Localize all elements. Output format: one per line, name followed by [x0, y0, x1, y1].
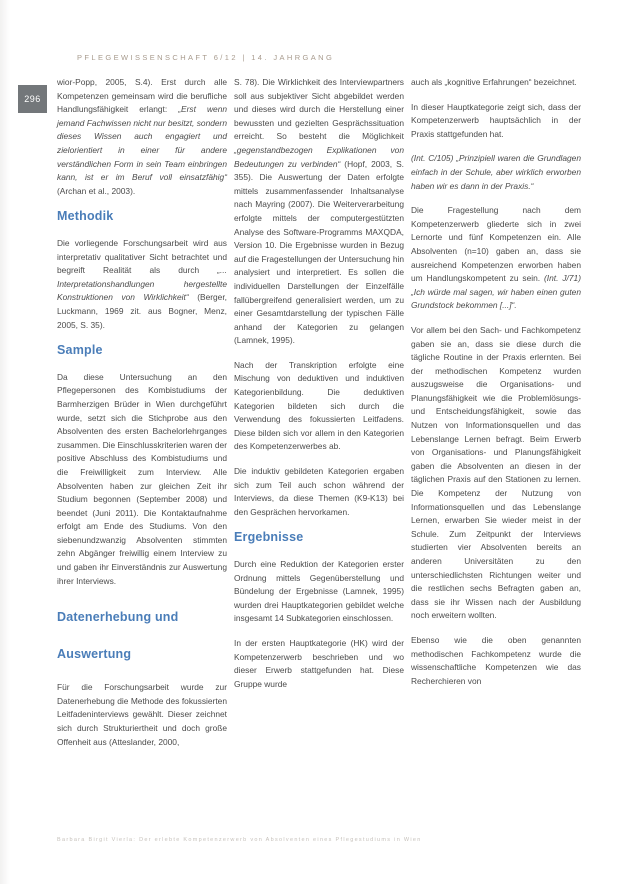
interview-quote: (Int. C/105) „Prinzipiell waren die Grundlagen einfach in der Schule, aber wirklich erworben haben wir es dann in der Praxis.“: [411, 153, 581, 191]
section-heading-ergebnisse: Ergebnisse: [234, 530, 304, 545]
article-body: [57, 76, 581, 760]
quote-text: „gegenstandbezogen Explikationen von Bedeutungen zu verbinden“: [234, 144, 404, 169]
text-run: Die Fragestellung nach dem Kompetenzerwerb gliederte sich in zwei Lernorte und fünf Kompetenzen ein. Alle Absolventen (n=10) gaben an, dass sie ausreichend Kompetenzen erworben haben um Handlungskompetent zu sein.: [411, 205, 581, 284]
page-number-badge: [18, 85, 47, 113]
citation-text: (Archan et al., 2003).: [57, 185, 136, 196]
paragraph: Da diese Untersuchung an den Pflegepersonen des Kombistudiums der Barmherzigen Brüder in Wien durchgeführt wurde, setzt sich die Stichprobe aus den Absolventen des ersten Bachelorlehrganges zusammen. Die Einschlusskriterien waren der positive Abschluss des Kombistudiums und die Freiwilligkeit zum Interview. Alle Absolventen haben zur gleichen Zeit ihr Studium begonnen (September 2008) und beendet (Juni 2011). Die Kontaktaufnahme erfolgt am Ende des Studiums. Von den siebenundzwanzig Absolventen stimmten zehn Abgänger freiwillig einem Interview zu und gaben ihr Einverständnis zur Auswertung ihrer Interviews.: [57, 371, 227, 586]
paragraph: In der ersten Hauptkategorie (HK) wird der Kompetenzerwerb beschrieben und wo dieser Erwerb stattgefunden hat. Diese Gruppe wurde: [234, 638, 404, 689]
paragraph: Für die Forschungsarbeit wurde zur Datenerhebung die Methode des fokussierten Leitfadeninterviews gewählt. Dieser zeichnet sich durch Strukturiertheit und doch große Offenheit aus (Atteslander, 2000,: [57, 682, 227, 747]
paragraph-continued: [234, 76, 404, 348]
section-heading-sample: Sample: [57, 343, 103, 358]
paragraph: Vor allem bei den Sach- und Fachkompetenz gaben sie an, dass sie diese durch die tägliche Routine in der Praxis erlernten. Bei der methodischen Kompetenz wurden auszugsweise die Organisations- und Planungsfähigkeit wie die Problemlösungs- und Entscheidungsfähigkeit, sowie das Nutzen von Informationsquellen und das Lebenslange Lernen befragt. Beim Erwerb von Organisations- und Planungsfähigkeit gaben die Absolventen an diesen in der täglichen Praxis auf den Stationen zu lernen. Die Kompetenz der Nutzung von Informationsquellen und das Lebenslange Lernen, erwarben Sie wieder meist in der Schule. Zum Zeitpunkt der Interviews studierten vier Absolventen bereits an anderen Universitäten zu den unterschiedlichsten Richtungen weiter und die restlichen sechs Befragten gaben an, dass sie ihr Wissen nach der Ausbildung noch erweitern wollten.: [411, 324, 581, 621]
paragraph: Nach der Transkription erfolgte eine Mischung von deduktiven und induktiven Kategorienbildung. Die deduktiven Kategorien bildeten sich durch die Verwendung des fokussierten Leitfadens. Diese bilden sich vor allem in den Kategorien des Kompetenzerwerbes ab.: [234, 359, 404, 452]
article-column-1: [57, 76, 227, 760]
article-column-3: [411, 76, 581, 699]
paragraph: Durch eine Reduktion der Kategorien erster Ordnung mittels Gegenüberstellung und Bündelung der Ergebnisse (Lamnek, 1995) wurden drei Hauptkategorien gebildet welche insgesamt 14 Subkategorien einschlossen.: [234, 559, 404, 624]
quote-text: „... Interpretationshandlungen hergestellte Konstruktionen von Wirklichkeit“: [57, 265, 227, 303]
text-run: S. 78). Die Wirklichkeit des Interviewpartners soll aus subjektiver Sicht abgebildet werden und dieses wird durch die Herstellung einer bewussten und gezielten Gesprächssituation erreicht. So besteht die Möglichkeit: [234, 77, 404, 142]
interview-quote: (Int. J/71) „Ich würde mal sagen, wir haben einen guten Grundstock bekommen [...]“.: [411, 273, 581, 311]
paragraph-continued: [57, 76, 227, 198]
section-heading-methodik: Methodik: [57, 209, 114, 224]
text-run: Die vorliegende Forschungsarbeit wird aus interpretativ qualitativer Sicht betrachtet und begreift Realität als durch: [57, 237, 227, 276]
section-heading-datenerhebung: Datenerhebung und Auswertung: [57, 610, 179, 662]
paragraph: Die induktiv gebildeten Kategorien ergaben sich zum Teil auch schon während der Interviews, da diese Themen (K9-K13) bei den Gesprächen hervorkamen.: [234, 466, 404, 517]
paragraph: Ebenso wie die oben genannten methodischen Fachkompetenz wurde die wissenschaftliche Kompetenzen wie das Recherchieren von: [411, 634, 581, 686]
text-run: wior-Popp, 2005, S.4). Erst durch alle Kompetenzen gemeinsam wird die berufliche Handlungsfähigkeit erlangt:: [57, 77, 227, 115]
scan-edge-shadow: [0, 0, 10, 884]
journal-header: PFLEGEWISSENSCHAFT 6/12 | 14. JAHRGANG: [77, 53, 335, 62]
running-footer: Barbara Birgit Vierla: Der erlebte Kompetenzerwerb von Absolventen eines Pflegestudiums in Wien: [57, 837, 422, 843]
paragraph-continued: auch als „kognitive Erfahrungen“ bezeichnet.: [411, 77, 577, 87]
article-column-2: [234, 76, 404, 702]
citation-text: (Berger, Luckmann, 1969 zit. aus Bogner, Menz, 2005, S. 35).: [57, 292, 227, 330]
page-number: 296: [24, 94, 41, 104]
paragraph: [57, 237, 227, 332]
quote-text: „Erst wenn jemand Fachwissen nicht nur besitzt, sondern dieses Wissen auch engagiert und zielorientiert in einer für andere verständlichen Form in sein Team einbringen kann, ist er im Beruf voll einsatzfähig“: [57, 104, 228, 183]
text-run: (Hopf, 2003, S. 355). Die Auswertung der Daten erfolgte mittels zusammenfassender Inhaltsanalyse nach Mayring (2007). Die Weiterverarbeitung erfolgte mittels der computergestützten Analyse des Software-Programms MAXQDA, Version 10. Die Ergebnisse wurden in Bezug auf die Fragestellungen der Untersuchung hin analysiert und interpretiert. Es sollen die individuellen Darstellungen der Einzelfälle fallübergreifend generalisiert werden, um zu einer Gesamtdarstellung der typischen Fälle anhand der Kategorien zu gelangen (Lamnek, 1995).: [234, 158, 404, 346]
paragraph: In dieser Hauptkategorie zeigt sich, dass der Kompetenzerwerb hauptsächlich in der Praxis stattgefunden hat.: [411, 101, 581, 139]
paragraph: [411, 204, 581, 313]
